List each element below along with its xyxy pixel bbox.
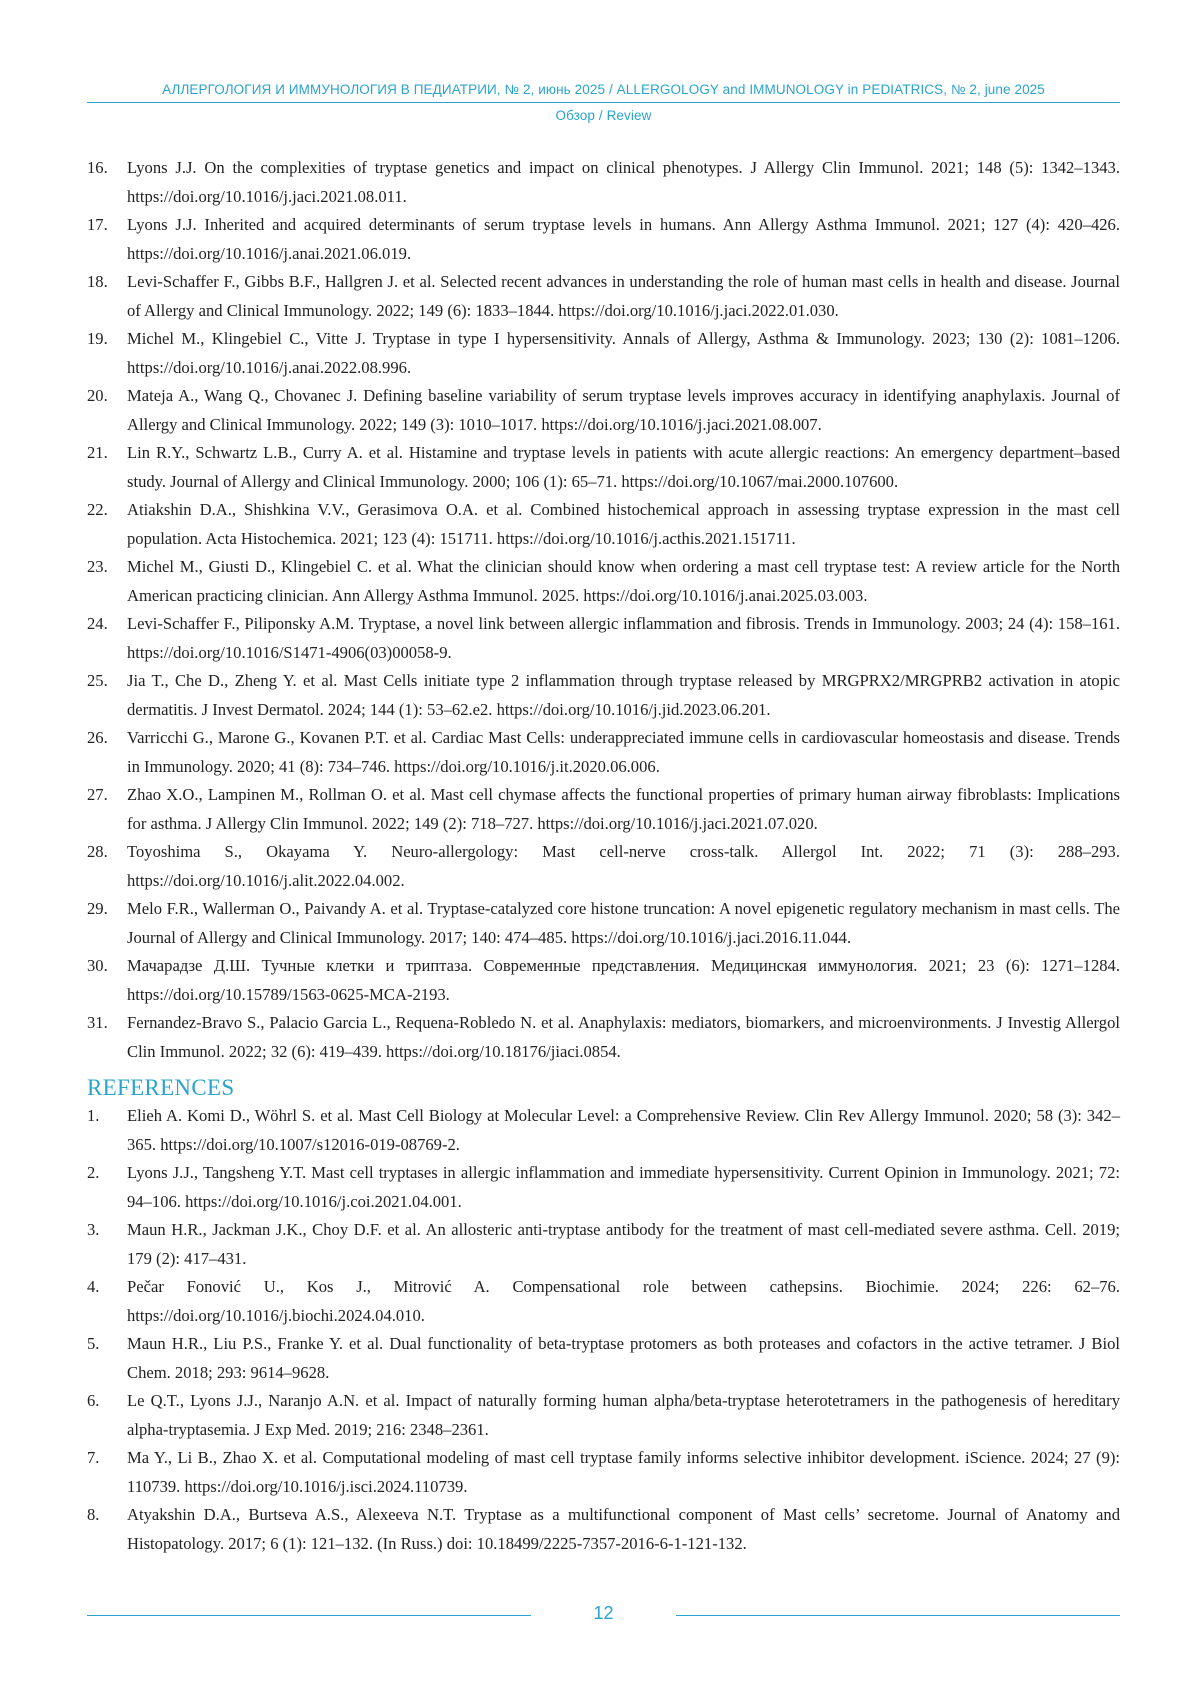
reference-text: Мачарадзе Д.Ш. Тучные клетки и триптаза. Современные представления. Медицинская иммунология. 2021; 23 (6): 1271–1284. https://doi.org/10.15789/1563-0625-MCA-2193. [127,956,1120,1004]
header-rule [87,102,1120,103]
reference-number: 30. [87,956,108,975]
reference-number: 27. [87,785,108,804]
reference-text: Le Q.T., Lyons J.J., Naranjo A.N. et al. Impact of naturally forming human alpha/beta-tryptase heterotetramers in the pathogenesis of hereditary alpha-tryptasemia. J Exp Med. 2019; 216: 2348–2361. [127,1391,1120,1439]
reference-number: 20. [87,386,108,405]
reference-item [87,838,1120,895]
reference-item [87,952,1120,1009]
page-footer [87,1600,1120,1630]
reference-item [87,1444,1120,1501]
reference-item [87,325,1120,382]
reference-text: Levi-Schaffer F., Gibbs B.F., Hallgren J. et al. Selected recent advances in understanding the role of human mast cells in health and disease. Journal of Allergy and Clinical Immunology. 2022; 149 (6): 1833–1844. https://doi.org/10.1016/j.jaci.2022.01.030. [127,272,1120,320]
reference-number: 29. [87,899,108,918]
reference-number: 19. [87,329,108,348]
reference-text: Zhao X.O., Lampinen M., Rollman O. et al. Mast cell chymase affects the functional properties of primary human airway fibroblasts: Implications for asthma. J Allergy Clin Immunol. 2022; 149 (2): 718–727. https://doi.org/10.1016/j.jaci.2021.07.020. [127,785,1120,833]
reference-item [87,1501,1120,1558]
reference-text: Jia T., Che D., Zheng Y. et al. Mast Cells initiate type 2 inflammation through tryptase released by MRGPRX2/MRGPRB2 activation in atopic dermatitis. J Invest Dermatol. 2024; 144 (1): 53–62.e2. https://doi.org/10.1016/j.jid.2023.06.201. [127,671,1120,719]
reference-text: Mateja A., Wang Q., Chovanec J. Defining baseline variability of serum tryptase levels improves accuracy in identifying anaphylaxis. Journal of Allergy and Clinical Immunology. 2022; 149 (3): 1010–1017. https://doi.org/10.1016/j.jaci.2021.08.007. [127,386,1120,434]
journal-title: АЛЛЕРГОЛОГИЯ И ИММУНОЛОГИЯ В ПЕДИАТРИИ, № 2, июнь 2025 / ALLERGOLOGY and IMMUNOLOGY in PEDIATRICS, № 2, june 2025 [162,82,1045,97]
page-number: 12 [593,1603,614,1623]
reference-item [87,1387,1120,1444]
reference-item [87,1330,1120,1387]
reference-item [87,1102,1120,1159]
reference-number: 21. [87,443,108,462]
reference-text: Maun H.R., Liu P.S., Franke Y. et al. Dual functionality of beta-tryptase protomers as both proteases and cofactors in the active tetramer. J Biol Chem. 2018; 293: 9614–9628. [127,1334,1120,1382]
reference-text: Ma Y., Li B., Zhao X. et al. Computational modeling of mast cell tryptase family informs selective inhibitor development. iScience. 2024; 27 (9): 110739. https://doi.org/10.1016/j.isci.2024.110739. [127,1448,1120,1496]
reference-text: Michel M., Giusti D., Klingebiel C. et al. What the clinician should know when ordering a mast cell tryptase test: A review article for the North American practicing clinician. Ann Allergy Asthma Immunol. 2025. https://doi.org/10.1016/j.anai.2025.03.003. [127,557,1120,605]
reference-number: 6. [87,1391,100,1410]
reference-item [87,724,1120,781]
reference-item [87,667,1120,724]
reference-item [87,439,1120,496]
reference-text: Atiakshin D.A., Shishkina V.V., Gerasimova O.A. et al. Combined histochemical approach in assessing tryptase expression in the mast cell population. Acta Histochemica. 2021; 123 (4): 151711. https://doi.org/10.1016/j.acthis.2021.151711. [127,500,1120,548]
reference-text: Toyoshima S., Okayama Y. Neuro-allergology: Mast cell-nerve cross-talk. Allergol Int. 2022; 71 (3): 288–293. https://doi.org/10.1016/j.alit.2022.04.002. [127,842,1120,890]
reference-text: Lin R.Y., Schwartz L.B., Curry A. et al. Histamine and tryptase levels in patients with acute allergic reactions: An emergency department–based study. Journal of Allergy and Clinical Immunology. 2000; 106 (1): 65–71. https://doi.org/10.1067/mai.2000.107600. [127,443,1120,491]
references-list-en [87,1102,1120,1558]
reference-number: 26. [87,728,108,747]
reference-text: Lyons J.J., Tangsheng Y.T. Mast cell tryptases in allergic inflammation and immediate hypersensitivity. Current Opinion in Immunology. 2021; 72: 94–106. https://doi.org/10.1016/j.coi.2021.04.001. [127,1163,1120,1211]
reference-item [87,1009,1120,1066]
reference-item [87,268,1120,325]
reference-item [87,154,1120,211]
reference-number: 16. [87,158,108,177]
reference-text: Pečar Fonović U., Kos J., Mitrović A. Compensational role between cathepsins. Biochimie. 2024; 226: 62–76. https://doi.org/10.1016/j.biochi.2024.04.010. [127,1277,1120,1325]
reference-number: 5. [87,1334,100,1353]
reference-number: 25. [87,671,108,690]
reference-number: 8. [87,1505,100,1524]
footer-rule-right [676,1615,1120,1616]
reference-number: 23. [87,557,108,576]
reference-number: 17. [87,215,108,234]
reference-item [87,496,1120,553]
reference-text: Melo F.R., Wallerman O., Paivandy A. et al. Tryptase-catalyzed core histone truncation: A novel epigenetic regulatory mechanism in mast cells. The Journal of Allergy and Clinical Immunology. 2017; 140: 474–485. https://doi.org/10.1016/j.jaci.2016.11.044. [127,899,1120,947]
reference-item [87,610,1120,667]
reference-number: 3. [87,1220,100,1239]
reference-text: Michel M., Klingebiel C., Vitte J. Tryptase in type I hypersensitivity. Annals of Allergy, Asthma & Immunology. 2023; 130 (2): 1081–1206. https://doi.org/10.1016/j.anai.2022.08.996. [127,329,1120,377]
reference-number: 4. [87,1277,100,1296]
reference-number: 24. [87,614,108,633]
reference-item [87,382,1120,439]
references-content [87,154,1120,1558]
reference-number: 18. [87,272,108,291]
reference-number: 2. [87,1163,100,1182]
reference-item [87,1273,1120,1330]
reference-number: 28. [87,842,108,861]
reference-text: Varricchi G., Marone G., Kovanen P.T. et al. Cardiac Mast Cells: underappreciated immune cells in cardiovascular homeostasis and disease. Trends in Immunology. 2020; 41 (8): 734–746. https://doi.org/10.1016/j.it.2020.06.006. [127,728,1120,776]
reference-item [87,1216,1120,1273]
section-label: Обзор / Review [555,108,652,123]
references-heading: REFERENCES [87,1075,235,1100]
running-header [87,80,1120,125]
reference-item [87,553,1120,610]
reference-item [87,781,1120,838]
reference-text: Maun H.R., Jackman J.K., Choy D.F. et al. An allosteric anti-tryptase antibody for the treatment of mast cell-mediated severe asthma. Cell. 2019; 179 (2): 417–431. [127,1220,1120,1268]
reference-item [87,1159,1120,1216]
reference-number: 22. [87,500,108,519]
reference-text: Atyakshin D.A., Burtseva A.S., Alexeeva N.T. Tryptase as a multifunctional component of Mast cells’ secretome. Journal of Anatomy and Histopatology. 2017; 6 (1): 121–132. (In Russ.) doi: 10.18499/2225-7357-2016-6-1-121-132. [127,1505,1120,1553]
reference-number: 31. [87,1013,108,1032]
reference-item [87,895,1120,952]
reference-text: Lyons J.J. On the complexities of tryptase genetics and impact on clinical phenotypes. J Allergy Clin Immunol. 2021; 148 (5): 1342–1343. https://doi.org/10.1016/j.jaci.2021.08.011. [127,158,1120,206]
reference-text: Lyons J.J. Inherited and acquired determinants of serum tryptase levels in humans. Ann Allergy Asthma Immunol. 2021; 127 (4): 420–426. https://doi.org/10.1016/j.anai.2021.06.019. [127,215,1120,263]
reference-text: Levi-Schaffer F., Piliponsky A.M. Tryptase, a novel link between allergic inflammation and fibrosis. Trends in Immunology. 2003; 24 (4): 158–161. https://doi.org/10.1016/S1471-4906(03)00058-9. [127,614,1120,662]
references-list-ru [87,154,1120,1066]
reference-text: Elieh A. Komi D., Wöhrl S. et al. Mast Cell Biology at Molecular Level: a Comprehensive Review. Clin Rev Allergy Immunol. 2020; 58 (3): 342–365. https://doi.org/10.1007/s12016-019-08769-2. [127,1106,1120,1154]
reference-item [87,211,1120,268]
reference-text: Fernandez-Bravo S., Palacio Garcia L., Requena-Robledo N. et al. Anaphylaxis: mediators, biomarkers, and microenvironments. J Investig Allergol Clin Immunol. 2022; 32 (6): 419–439. https://doi.org/10.18176/jiaci.0854. [127,1013,1120,1061]
reference-number: 7. [87,1448,100,1467]
reference-number: 1. [87,1106,100,1125]
